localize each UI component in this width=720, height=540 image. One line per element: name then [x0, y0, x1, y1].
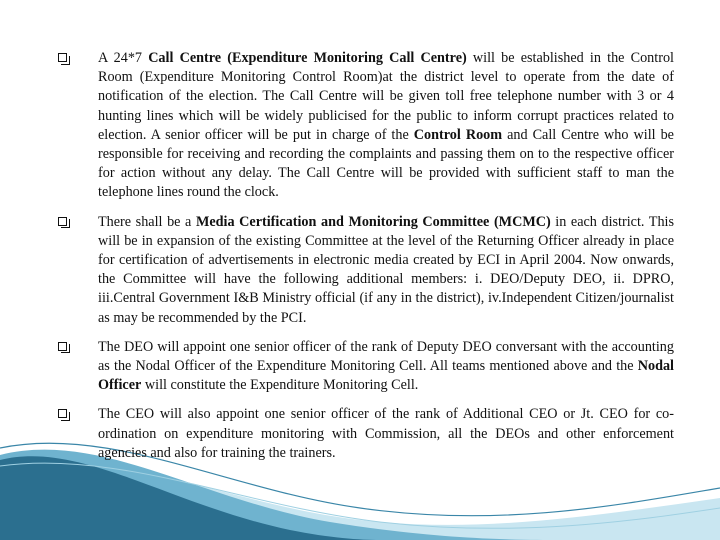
bullet-item-mcmc	[58, 213, 674, 328]
bold-text-segment: Nodal Officer	[98, 358, 674, 394]
checkbox-bullet-icon	[58, 342, 67, 351]
bullet-item-ceo	[58, 405, 674, 463]
bullet-item-call-centre	[58, 49, 674, 203]
text-segment: will constitute the Expenditure Monitoring Cell.	[141, 377, 419, 394]
text-segment: in each district. This will be in expansion of the existing Committee at the level of the Returning Officer already in place for certification of advertisements in electronic media created by ECI in April 2004. Now onwards, the Committee will have the following additional members: i. DEO/Deputy DEO, ii. DPRO, iii.Central Government I&B Ministry official (if any in the district), iv.Independent Citizen/journalist as may be recommended by the PCI.	[98, 213, 675, 326]
checkbox-bullet-icon	[58, 53, 67, 62]
bullet-text	[98, 214, 674, 326]
text-segment: will be established in the Control Room (Expenditure Monitoring Control Room)at the district level to operate from the date of notification of the election. The Call Centre will be given toll free telephone number with 3 or 4 hunting lines which will be widely publicised for the public to inform corrupt practices related to election. A senior officer will be put in charge of the	[98, 50, 674, 143]
bullet-text	[98, 339, 674, 393]
bullet-list	[58, 49, 674, 463]
text-segment: The DEO will appoint one senior officer of the rank of Deputy DEO conversant with the accounting as the Nodal Officer of the Expenditure Monitoring Cell. All teams mentioned above and the	[98, 338, 674, 375]
bullet-item-nodal-officer	[58, 338, 674, 396]
text-segment: There shall be a	[98, 213, 196, 230]
bold-text-segment: Control Room	[413, 126, 503, 143]
bullet-text	[98, 406, 674, 460]
checkbox-bullet-icon	[58, 217, 67, 226]
text-segment: The CEO will also appoint one senior officer of the rank of Additional CEO or Jt. CEO for co-ordination on expenditure monitoring with Commission, all the DEOs and other enforcement agencies and also for training the trainers.	[98, 406, 674, 461]
bold-text-segment: Call Centre (Expenditure Monitoring Call Centre)	[148, 50, 467, 66]
bullet-text	[98, 50, 674, 200]
text-segment: A 24*7	[98, 50, 149, 66]
text-segment: and Call Centre who will be responsible for receiving and recording the complaints and passing them on to the respective officer for action without any delay. The Call Centre will be provided with sufficient staff to man the telephone lines round the clock.	[98, 126, 674, 201]
bold-text-segment: Media Certification and Monitoring Committee (MCMC)	[195, 213, 551, 230]
checkbox-bullet-icon	[58, 409, 67, 418]
